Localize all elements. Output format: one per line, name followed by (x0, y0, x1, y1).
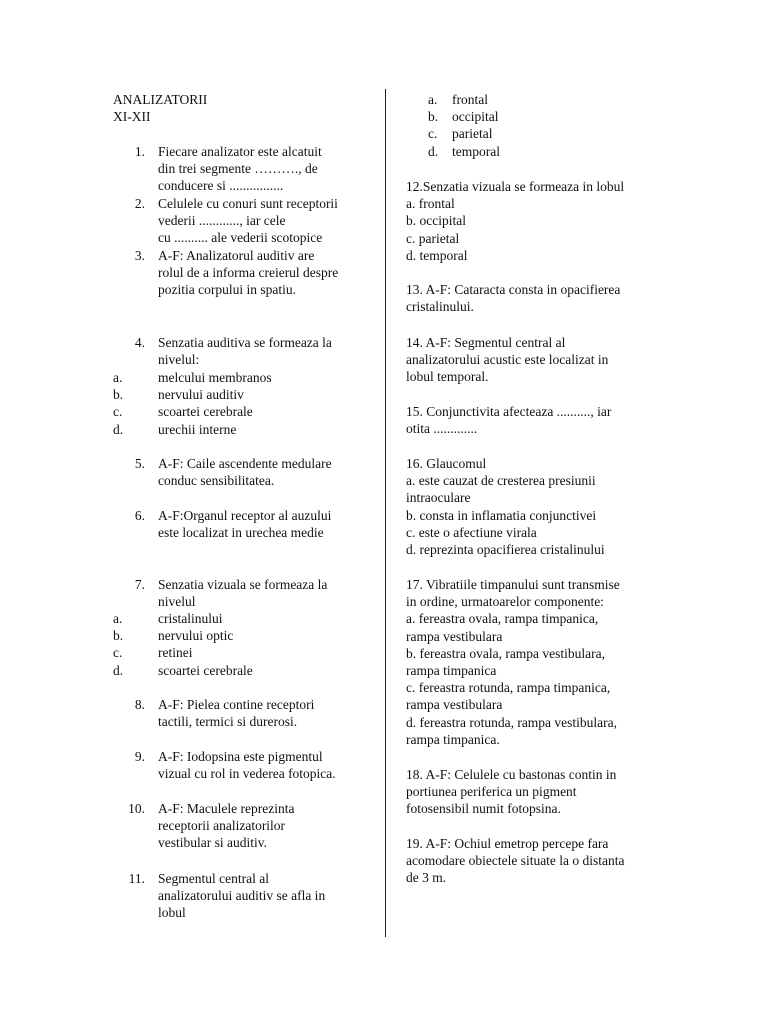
option-text: rampa vestibulara (406, 628, 503, 644)
option-b (113, 386, 368, 403)
question-text: analizatorului acustic este localizat in (406, 352, 609, 368)
document-grade: XI-XII (113, 109, 151, 125)
option-text: d. temporal (406, 247, 468, 263)
question-text: tactili, termici si durerosi. (158, 714, 298, 730)
option-letter: a. (428, 92, 438, 107)
column-divider (385, 89, 386, 937)
option-text: temporal (452, 143, 500, 159)
question-text: A-F: Caile ascendente medulare (158, 456, 332, 471)
option-letter: d. (113, 421, 124, 437)
option-text: a. este cauzat de cresterea presiunii (406, 473, 596, 489)
question-text: acomodare obiectele situate la o distanta (406, 853, 625, 869)
question-text: nivelul: (158, 352, 200, 368)
question-number: 7. (134, 577, 145, 592)
question-text: Senzatia auditiva se formeaza la (158, 335, 332, 350)
question-text: nivelul (158, 594, 196, 610)
question-15 (406, 403, 611, 437)
option-text: rampa timpanica. (406, 731, 500, 747)
option-text: a. fereastra ovala, rampa timpanica, (406, 611, 599, 627)
question-text: A-F:Organul receptor al auzului (158, 508, 332, 523)
question-text: vederii ............, iar cele (158, 213, 286, 229)
option-letter: c. (428, 126, 438, 142)
question-13 (406, 281, 620, 315)
question-16 (406, 455, 605, 558)
question-text: 15. Conjunctivita afecteaza .........., iar (406, 404, 612, 419)
document-header (113, 91, 207, 125)
question-text: vizual cu rol in vederea fotopica. (158, 766, 336, 782)
option-text: d. fereastra rotunda, rampa vestibulara, (406, 714, 618, 730)
question-7-options (113, 610, 368, 679)
option-text: intraoculare (406, 490, 471, 506)
option-letter: c. (113, 404, 123, 420)
question-text: A-F: Analizatorul auditiv are (158, 248, 315, 263)
question-number: 11. (128, 871, 145, 886)
question-number: 1. (134, 144, 145, 159)
question-text: cristalinului. (406, 299, 474, 315)
option-text: c. fereastra rotunda, rampa timpanica, (406, 680, 611, 696)
option-letter: c. (113, 645, 123, 661)
question-number: 8. (134, 697, 145, 712)
option-c (406, 125, 656, 142)
option-text: b. fereastra ovala, rampa vestibulara, (406, 645, 606, 661)
question-number: 5. (134, 456, 145, 471)
question-text: cu .......... ale vederii scotopice (158, 230, 323, 246)
option-b (406, 108, 656, 125)
question-number: 4. (134, 335, 145, 350)
option-text: c. este o afectiune virala (406, 524, 537, 540)
option-text: parietal (452, 126, 493, 142)
question-12 (406, 178, 624, 264)
question-17 (406, 576, 620, 748)
option-d (113, 421, 368, 438)
question-text: de 3 m. (406, 870, 447, 886)
question-text: conduc sensibilitatea. (158, 473, 275, 489)
question-text: 18. A-F: Celulele cu bastonas contin in (406, 767, 617, 782)
option-text: scoartei cerebrale (158, 662, 253, 678)
question-text: este localizat in urechea medie (158, 525, 324, 541)
question-text: 13. A-F: Cataracta consta in opacifierea (406, 282, 621, 297)
question-text: receptorii analizatorilor (158, 818, 286, 834)
option-text: melcului membranos (158, 370, 272, 385)
option-text: occipital (452, 109, 499, 125)
question-text: rolul de a informa creierul despre (158, 265, 339, 281)
document-title: ANALIZATORII (113, 92, 208, 107)
question-text: Fiecare analizator este alcatuit (158, 144, 322, 159)
option-text: nervului auditiv (158, 387, 244, 403)
option-text: d. reprezinta opacifierea cristalinului (406, 542, 605, 558)
option-letter: a. (113, 370, 123, 385)
option-text: urechii interne (158, 421, 237, 437)
option-text: b. consta in inflamatia conjunctivei (406, 507, 597, 523)
question-11-options (406, 91, 656, 160)
option-text: rampa vestibulara (406, 697, 503, 713)
question-number: 3. (134, 248, 145, 263)
option-text: rampa timpanica (406, 663, 497, 679)
question-number: 2. (134, 196, 145, 211)
question-text: analizatorului auditiv se afla in (158, 888, 326, 904)
option-d (406, 143, 656, 160)
question-number: 10. (128, 801, 145, 816)
question-4-options (113, 369, 368, 438)
question-number: 9. (134, 749, 145, 764)
question-text: in ordine, urmatoarelor componente: (406, 594, 604, 610)
question-text: A-F: Maculele reprezinta (158, 801, 295, 816)
option-d (113, 662, 368, 679)
question-text: Segmentul central al (158, 871, 269, 886)
question-text: fotosensibil numit fotopsina. (406, 801, 561, 817)
question-text: lobul temporal. (406, 369, 489, 385)
option-c (113, 403, 368, 420)
option-text: cristalinului (158, 611, 223, 626)
option-letter: d. (113, 662, 124, 678)
question-text: Celulele cu conuri sunt receptorii (158, 196, 338, 211)
question-14 (406, 334, 608, 386)
question-text: A-F: Pielea contine receptori (158, 697, 315, 712)
option-c (113, 644, 368, 661)
question-text: 16. Glaucomul (406, 456, 487, 471)
option-letter: b. (113, 387, 124, 403)
option-a (113, 369, 368, 386)
option-letter: b. (428, 109, 439, 125)
question-text: 19. A-F: Ochiul emetrop percepe fara (406, 836, 609, 851)
question-text: din trei segmente ………., de (158, 161, 318, 177)
question-text: pozitia corpului in spatiu. (158, 282, 296, 298)
question-text: Senzatia vizuala se formeaza la (158, 577, 328, 592)
option-a (406, 91, 656, 108)
question-text: otita ............. (406, 421, 478, 437)
option-letter: b. (113, 628, 124, 644)
option-text: nervului optic (158, 628, 234, 644)
question-text: conducere si ................ (158, 178, 284, 194)
question-19 (406, 835, 625, 887)
question-text: A-F: Iodopsina este pigmentul (158, 749, 323, 764)
question-text: 12.Senzatia vizuala se formeaza in lobul (406, 179, 625, 194)
option-text: c. parietal (406, 230, 460, 246)
question-text: lobul (158, 905, 186, 921)
option-text: scoartei cerebrale (158, 404, 253, 420)
question-text: portiunea periferica un pigment (406, 784, 577, 800)
option-text: retinei (158, 645, 193, 661)
question-text: vestibular si auditiv. (158, 835, 267, 851)
question-text: 17. Vibratiile timpanului sunt transmise (406, 577, 620, 592)
question-18 (406, 766, 616, 818)
option-letter: d. (428, 143, 439, 159)
option-text: a. frontal (406, 196, 455, 212)
option-letter: a. (113, 611, 123, 626)
option-text: frontal (452, 92, 488, 107)
option-b (113, 627, 368, 644)
question-text: 14. A-F: Segmentul central al (406, 335, 566, 350)
option-a (113, 610, 368, 627)
option-text: b. occipital (406, 213, 466, 229)
question-number: 6. (134, 508, 145, 523)
